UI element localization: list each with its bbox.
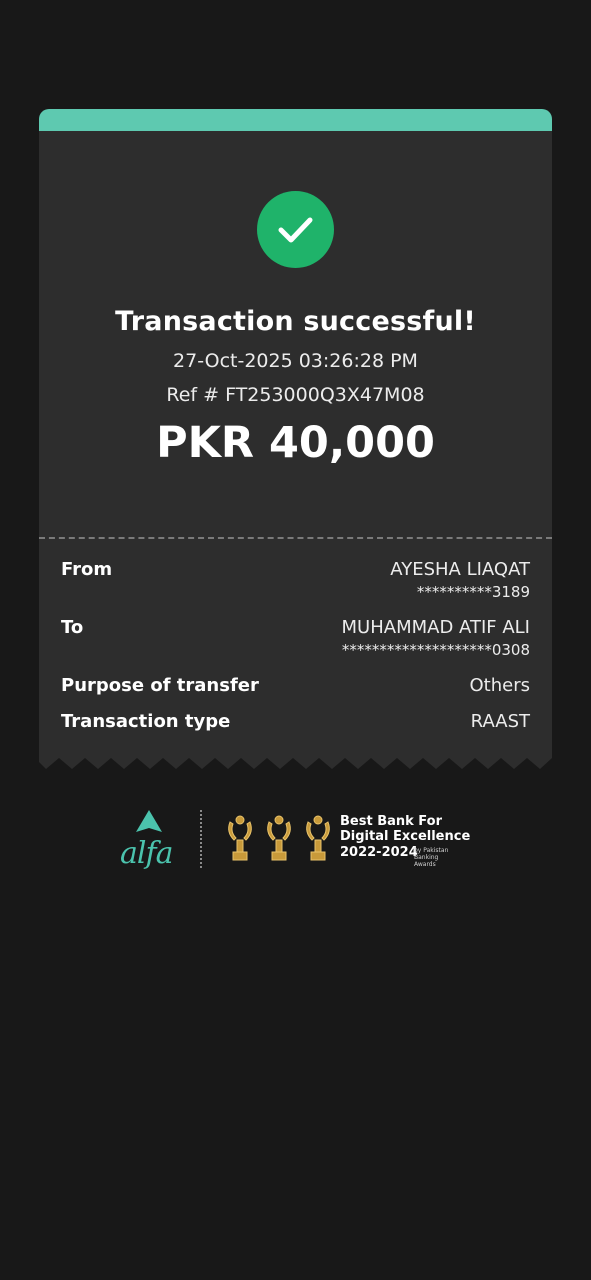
status-title: Transaction successful! xyxy=(115,306,476,337)
purpose-value: Others xyxy=(469,675,530,696)
transaction-datetime: 27-Oct-2025 03:26:28 PM xyxy=(173,350,418,372)
detail-row-from xyxy=(61,559,530,607)
type-label: Transaction type xyxy=(61,711,231,732)
to-name: MUHAMMAD ATIF ALI xyxy=(341,617,530,638)
to-label: To xyxy=(61,617,84,638)
transaction-amount: PKR 40,000 xyxy=(156,418,435,468)
receipt-accent-band xyxy=(39,109,552,131)
award-line-1: Best Bank For xyxy=(340,814,443,829)
from-name: AYESHA LIAQAT xyxy=(390,559,530,580)
award-by-text: by Pakistan Banking Awards xyxy=(414,847,449,868)
receipt-body xyxy=(39,131,552,751)
transaction-reference: Ref # FT253000Q3X47M08 xyxy=(166,384,425,406)
receipt-divider xyxy=(39,537,552,539)
receipt-zigzag-edge xyxy=(39,750,552,770)
brand-divider xyxy=(200,810,202,868)
detail-row-to xyxy=(61,617,530,665)
trophy-icon xyxy=(222,810,338,866)
receipt-card xyxy=(39,109,552,771)
award-line-2: Digital Excellence xyxy=(340,829,471,844)
to-account: ********************0308 xyxy=(341,641,530,659)
detail-row-type xyxy=(61,711,530,737)
from-account: **********3189 xyxy=(416,583,530,601)
purpose-label: Purpose of transfer xyxy=(61,675,259,696)
from-label: From xyxy=(61,559,113,580)
detail-row-purpose xyxy=(61,675,530,701)
type-value: RAAST xyxy=(470,711,530,732)
brand-footer xyxy=(118,806,471,872)
success-check-icon xyxy=(257,191,334,268)
brand-logo-text: alfa xyxy=(120,836,173,871)
award-line-3: 2022-2024 xyxy=(340,845,418,860)
